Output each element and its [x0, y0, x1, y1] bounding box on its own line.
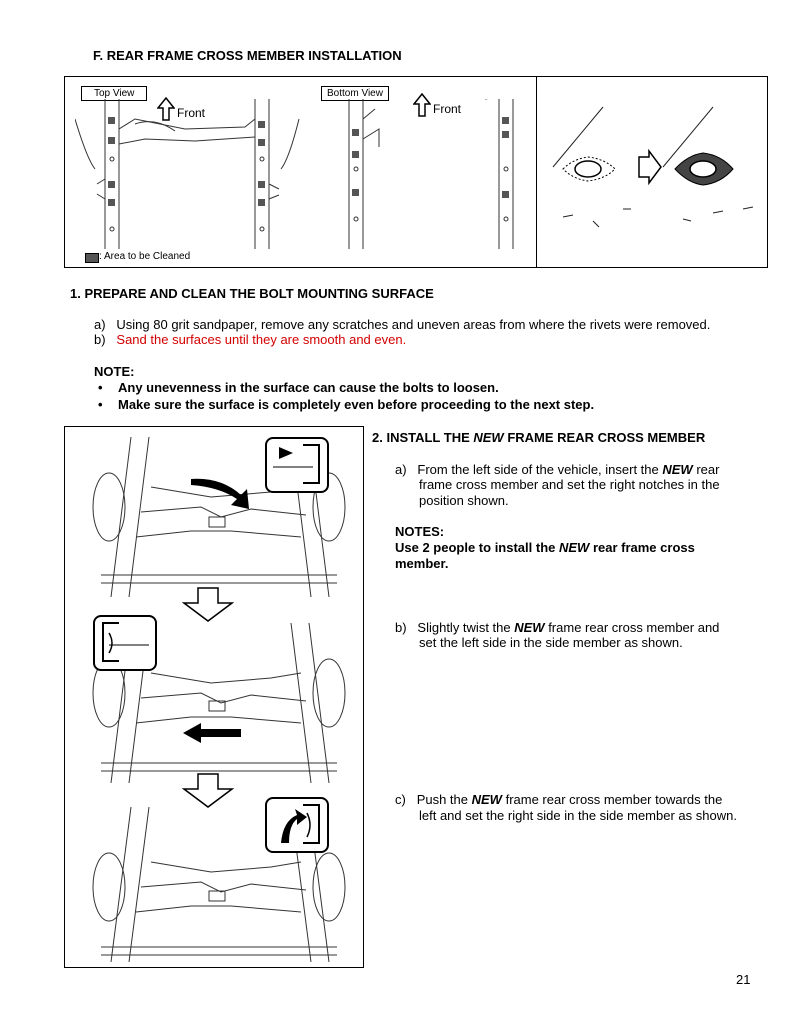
right-arrow-icon: [639, 151, 661, 183]
step2-item-a-line2: frame cross member and set the right notches in the: [419, 477, 720, 492]
item-text: Using 80 grit sandpaper, remove any scratches and uneven areas from where the rivets were removed.: [116, 317, 711, 332]
step1-heading: 1. PREPARE AND CLEAN THE BOLT MOUNTING SURFACE: [70, 286, 434, 301]
step2-item-c-line2: left and set the right side in the side member as shown.: [419, 808, 737, 823]
step2-heading: 2. INSTALL THE NEW FRAME REAR CROSS MEMBER: [372, 430, 706, 445]
detail-callout: [265, 797, 329, 853]
section-heading: F. REAR FRAME CROSS MEMBER INSTALLATION: [93, 48, 402, 63]
step2-notes-heading: NOTES:: [395, 524, 445, 539]
item-marker: b): [94, 332, 106, 347]
top-figure: [64, 76, 768, 268]
figure-divider: [536, 77, 537, 267]
step2-item-b: b) Slightly twist the NEW frame rear cross member and: [395, 620, 720, 635]
bottom-view-label: Bottom View: [321, 86, 389, 101]
bullet-icon: •: [98, 397, 103, 412]
bullet-icon: •: [98, 380, 103, 395]
step2-item-a-line3: position shown.: [419, 493, 509, 508]
down-arrow-icon: [182, 773, 234, 809]
page-number: 21: [736, 972, 751, 987]
detail-callout: [93, 615, 157, 671]
legend-swatch: [85, 253, 99, 263]
top-view-frame-drawing: [75, 99, 305, 249]
step2-notes-text: Use 2 people to install the NEW rear frame cross: [395, 540, 695, 555]
new-emphasis: NEW: [558, 540, 590, 555]
item-text-red: Sand the surfaces until they are smooth and even.: [116, 332, 407, 347]
step2-figure: [64, 426, 364, 968]
new-emphasis: NEW: [471, 792, 502, 807]
item-marker: b): [395, 620, 407, 635]
front-label: Front: [433, 102, 462, 116]
new-emphasis: NEW: [473, 430, 504, 445]
step2-item-b-line2: set the left side in the side member as shown.: [419, 635, 683, 650]
step2-notes-line2: member.: [395, 556, 449, 571]
detail-callout: [265, 437, 329, 493]
legend-text: : Area to be Cleaned: [99, 251, 191, 262]
step1-item-a: [94, 317, 710, 333]
top-view-label: Top View: [81, 86, 147, 101]
note-bullet: • Make sure the surface is completely even before proceeding to the next step.: [98, 397, 595, 412]
step2-item-c: c) Push the NEW frame rear cross member towards the: [395, 792, 723, 807]
step1-item-b: [94, 332, 406, 348]
new-emphasis: NEW: [514, 620, 545, 635]
note-heading: NOTE:: [94, 364, 135, 379]
item-marker: a): [395, 462, 407, 477]
step2-item-a: a) From the left side of the vehicle, insert the NEW rear: [395, 462, 720, 477]
item-marker: a): [94, 317, 106, 332]
note-bullet: • Any unevenness in the surface can cause the bolts to loosen.: [98, 380, 499, 395]
bottom-view-frame-drawing: [335, 99, 535, 249]
item-marker: c): [395, 792, 406, 807]
down-arrow-icon: [182, 587, 234, 623]
surface-before-after-drawing: [543, 97, 763, 247]
new-emphasis: NEW: [662, 462, 693, 477]
front-label: Front: [177, 106, 206, 120]
